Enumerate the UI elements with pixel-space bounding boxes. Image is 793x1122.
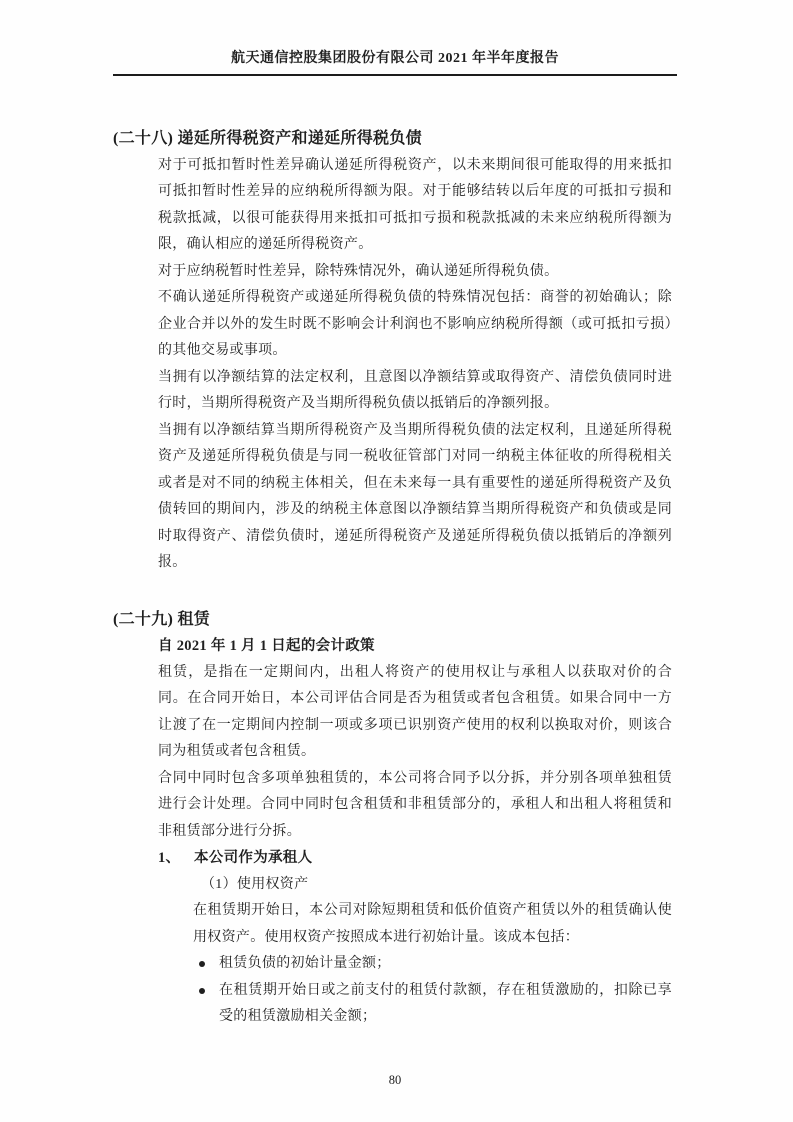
bullet-item-1 <box>196 951 672 978</box>
report-header-title: 航天通信控股集团股份有限公司 2021 年半年度报告 <box>231 51 559 66</box>
bullet-icon <box>196 978 219 1031</box>
section-28-paragraph-4: 当拥有以净额结算的法定权利，且意图以净额结算或取得资产、清偿负债同时进行时，当期所得税资产及当期所得税负债以抵销后的净额列报。 <box>158 369 672 411</box>
bullet-item-2-text: 在租赁期开始日或之前支付的租赁付款额，存在租赁激励的，扣除已享受的租赁激励相关金额； <box>219 982 672 1024</box>
section-29-heading: (二十九) 租赁 <box>113 610 211 628</box>
bullet-icon <box>196 951 219 978</box>
section-28-paragraph-3: 不确认递延所得税资产或递延所得税负债的特殊情况包括：商誉的初始确认；除企业合并以外的发生时既不影响会计利润也不影响应纳税所得额（或可抵扣亏损）的其他交易或事项。 <box>158 290 672 358</box>
section-28-heading: (二十八) 递延所得税资产和递延所得税负债 <box>113 130 422 147</box>
numbered-item-lessee <box>158 845 673 872</box>
numbered-item-title: 本公司作为承租人 <box>194 850 313 866</box>
sub-item-right-of-use-label: （1）使用权资产 <box>201 876 309 892</box>
section-lease <box>113 607 673 1031</box>
section-deferred-tax <box>113 126 673 577</box>
section-28-paragraph-5: 当拥有以净额结算当期所得税资产及当期所得税负债的法定权利，且递延所得税资产及递延所得税负债是与同一税收征管部门对同一纳税主体征收的所得税相关或者是对不同的纳税主体相关，但在未来每一具有重要性的递延所得税资产及负债转回的期间内，涉及的纳税主体意图以净额结算当期所得税资产和负债或是同时取得资产、清偿负债时，递延所得税资产及递延所得税负债以抵销后的净额列报。 <box>158 422 672 570</box>
page-content <box>113 126 673 1031</box>
section-28-paragraph-1: 对于可抵扣暂时性差异确认递延所得税资产，以未来期间很可能取得的用来抵扣可抵扣暂时性差异的应纳税所得额为限。对于能够结转以后年度的可抵扣亏损和税款抵减，以很可能获得用来抵扣可抵扣亏损和税款抵减的未来应纳税所得额为限，确认相应的递延所得税资产。 <box>158 157 672 252</box>
section-29-paragraph-1: 租赁，是指在一定期间内，出租人将资产的使用权让与承租人以获取对价的合同。在合同开始日，本公司评估合同是否为租赁或者包含租赁。如果合同中一方让渡了在一定期间内控制一项或多项已识别资产使用的权利以换取对价，则该合同为租赁或者包含租赁。 <box>158 664 672 759</box>
header-divider <box>113 74 677 76</box>
bullet-item-2 <box>196 978 672 1031</box>
accounting-policy-heading: 自 2021 年 1 月 1 日起的会计政策 <box>158 638 375 654</box>
numbered-item-number: 1、 <box>158 850 181 866</box>
bullet-item-1-text: 租赁负债的初始计量金额； <box>219 956 391 971</box>
section-29-paragraph-2: 合同中同时包含多项单独租赁的，本公司将合同予以分拆，并分别各项单独租赁进行会计处理。合同中同时包含租赁和非租赁部分的，承租人和出租人将租赁和非租赁部分进行分拆。 <box>158 770 672 839</box>
page-footer <box>113 1071 677 1089</box>
section-28-paragraph-2: 对于应纳税暂时性差异，除特殊情况外，确认递延所得税负债。 <box>158 263 559 279</box>
sub-item-right-of-use-paragraph: 在租赁期开始日，本公司对除短期租赁和低价值资产租赁以外的租赁确认使用权资产。使用权资产按照成本进行初始计量。该成本包括： <box>193 903 672 945</box>
page-number: 80 <box>388 1073 402 1087</box>
